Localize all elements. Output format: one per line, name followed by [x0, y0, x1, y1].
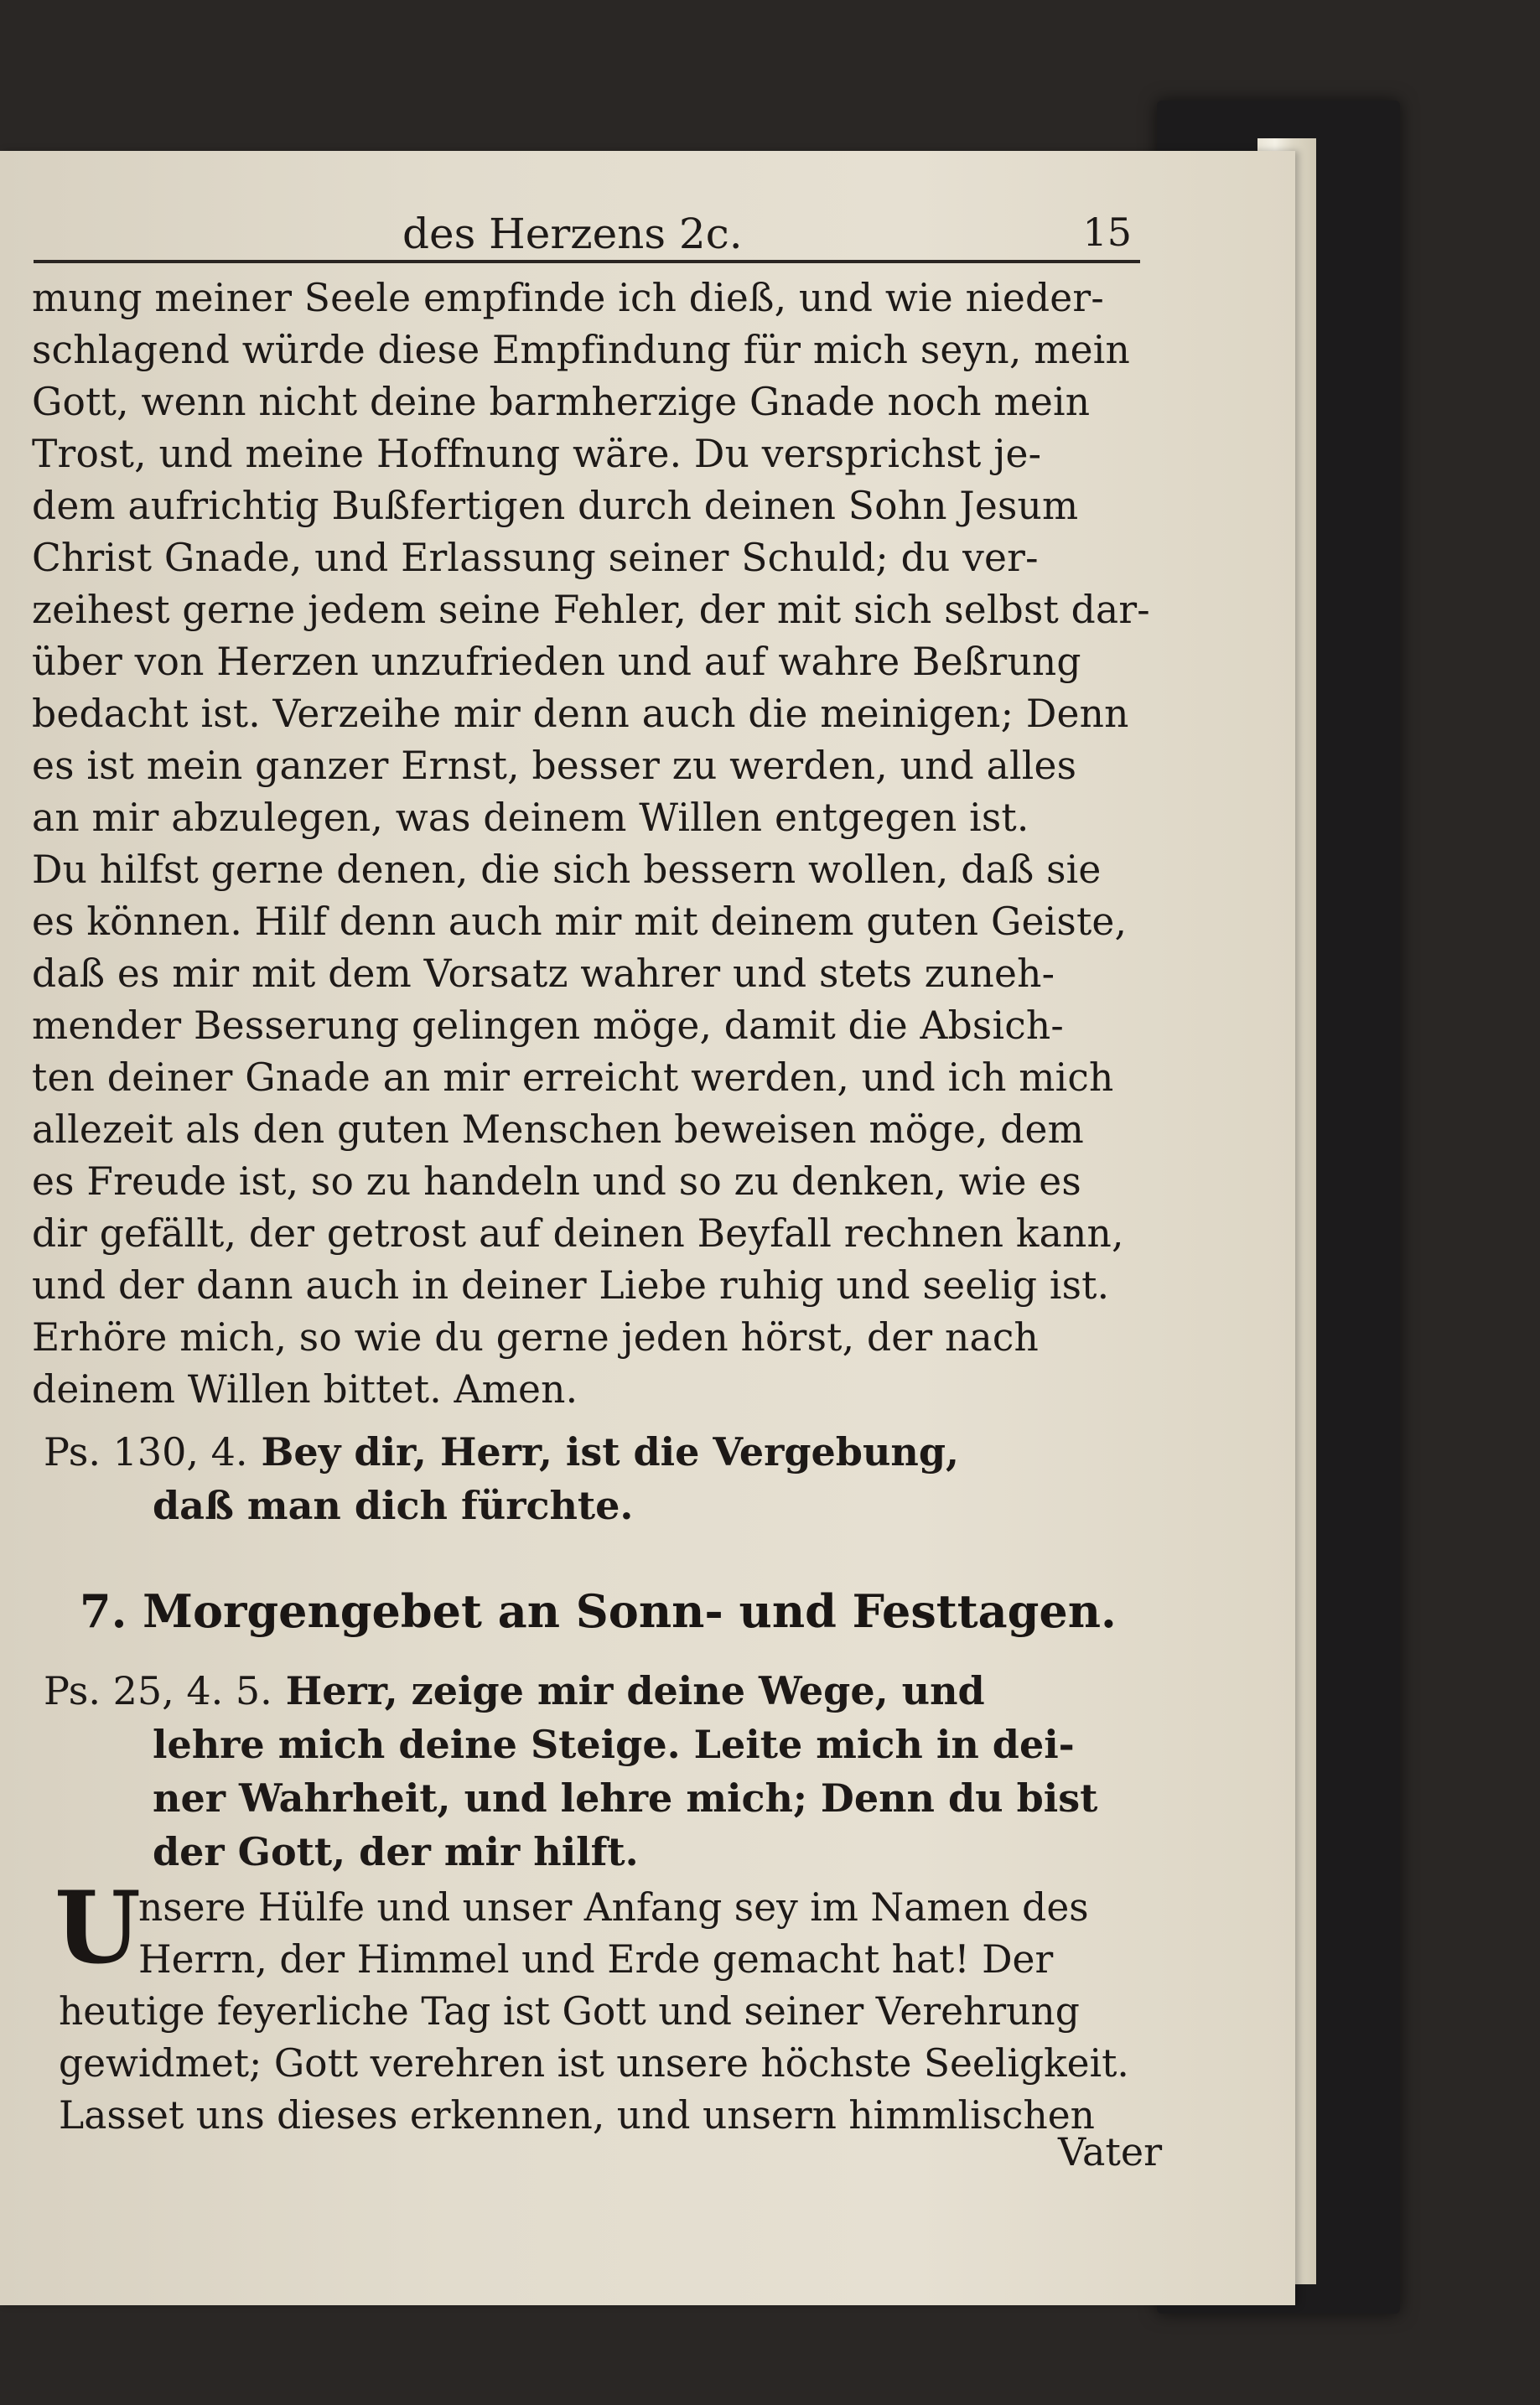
- verse-line: [44, 1425, 1167, 1479]
- text-line: zeihest gerne jedem seine Fehler, der mit sich selbst dar-: [32, 588, 1150, 632]
- text-line: es ist mein ganzer Ernst, besser zu werden, und alles: [32, 744, 1077, 788]
- text-line: Herrn, der Himmel und Erde gemacht hat! Der: [138, 1937, 1054, 1982]
- running-head: des Herzens 2c.: [402, 210, 743, 258]
- scripture-verse-1: [44, 1425, 1167, 1532]
- verse-text: Bey dir, Herr, ist die Vergebung,: [261, 1429, 960, 1475]
- text-line: dir gefällt, der getrost auf deinen Beyfall rechnen kann,: [32, 1211, 1124, 1256]
- text-line: Christ Gnade, und Erlassung seiner Schuld; du ver-: [32, 536, 1039, 580]
- page-number: 15: [1082, 210, 1132, 255]
- text-line: es können. Hilf denn auch mir mit deinem guten Geiste,: [32, 899, 1128, 944]
- page-header: [34, 210, 1140, 263]
- verse-line: [44, 1664, 1167, 1718]
- verse-text: der Gott, der mir hilft.: [153, 1829, 639, 1874]
- text-line: dem aufrichtig Bußfertigen durch deinen Sohn Jesum: [32, 484, 1079, 528]
- text-line: ten deiner Gnade an mir erreicht werden, und ich mich: [32, 1055, 1114, 1100]
- verse-text: ner Wahrheit, und lehre mich; Denn du bist: [153, 1775, 1098, 1821]
- morning-prayer-text: [54, 1869, 1182, 2142]
- text-line: deinem Willen bittet. Amen.: [32, 1367, 578, 1412]
- verse-reference: Ps. 130, 4.: [44, 1429, 248, 1475]
- text-line: Du hilfst gerne denen, die sich bessern wollen, daß sie: [32, 847, 1102, 892]
- prayer-body-text: [32, 272, 1172, 1416]
- text-line: nsere Hülfe und unser Anfang sey im Namen des: [138, 1885, 1089, 1930]
- drop-cap: U: [54, 1869, 141, 1986]
- text-line: daß es mir mit dem Vorsatz wahrer und stets zuneh-: [32, 951, 1055, 996]
- catchword: Vater: [1058, 2129, 1163, 2174]
- text-line: Erhöre mich, so wie du gerne jeden hörst, der nach: [32, 1315, 1040, 1360]
- text-line: gewidmet; Gott verehren ist unsere höchste Seeligkeit.: [59, 2041, 1129, 2086]
- section-title: 7. Morgengebet an Sonn- und Festtagen.: [80, 1584, 1117, 1638]
- text-line: über von Herzen unzufrieden und auf wahre Beßrung: [32, 640, 1081, 684]
- scripture-verse-2: [44, 1664, 1167, 1879]
- text-line: bedacht ist. Verzeihe mir denn auch die meinigen; Denn: [32, 692, 1129, 736]
- verse-reference: Ps. 25, 4. 5.: [44, 1668, 272, 1713]
- text-line: und der dann auch in deiner Liebe ruhig und seelig ist.: [32, 1263, 1110, 1308]
- text-line: allezeit als den guten Menschen beweisen möge, dem: [32, 1107, 1084, 1152]
- text-line: Gott, wenn nicht deine barmherzige Gnade noch mein: [32, 380, 1091, 424]
- text-line: schlagend würde diese Empfindung für mich seyn, mein: [32, 328, 1130, 372]
- verse-text: Herr, zeige mir deine Wege, und: [285, 1668, 985, 1713]
- text-line: Trost, und meine Hoffnung wäre. Du versprichst je-: [32, 432, 1042, 476]
- text-line: mung meiner Seele empfinde ich dieß, und wie nieder-: [32, 276, 1104, 320]
- verse-text: daß man dich fürchte.: [153, 1483, 634, 1528]
- text-line: es Freude ist, so zu handeln und so zu denken, wie es: [32, 1159, 1081, 1204]
- text-line: mender Besserung gelingen möge, damit die Absich-: [32, 1003, 1064, 1048]
- text-line: heutige feyerliche Tag ist Gott und seiner Verehrung: [59, 1989, 1080, 2034]
- verse-text: lehre mich deine Steige. Leite mich in dei-: [153, 1722, 1075, 1767]
- text-line: Lasset uns dieses erkennen, und unsern himmlischen: [59, 2093, 1095, 2138]
- text-line: an mir abzulegen, was deinem Willen entgegen ist.: [32, 796, 1029, 840]
